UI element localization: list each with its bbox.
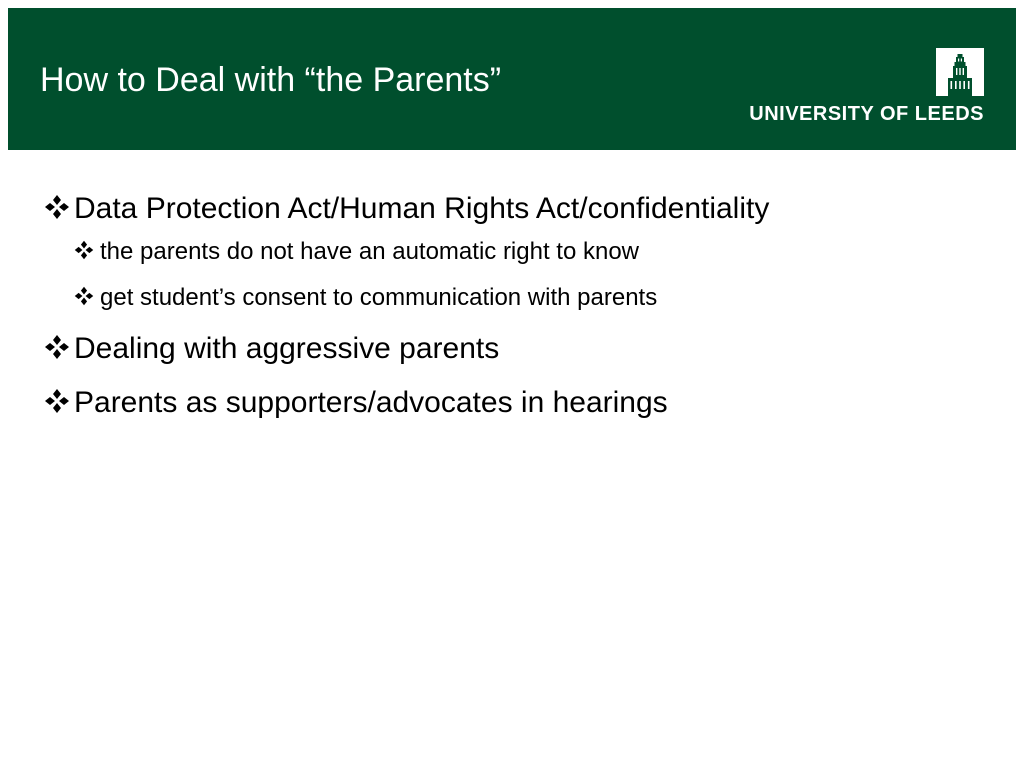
diamond-bullet-icon bbox=[44, 388, 70, 414]
sub-bullet-item bbox=[74, 236, 984, 268]
bullet-text: Parents as supporters/advocates in hearings bbox=[74, 386, 668, 419]
slide-title: How to Deal with “the Parents” bbox=[40, 61, 502, 99]
bullet-item bbox=[44, 328, 984, 370]
bullet-text: get student’s consent to communication with parents bbox=[100, 284, 658, 311]
diamond-bullet-icon bbox=[44, 334, 70, 360]
bullet-item bbox=[44, 188, 984, 230]
slide-content bbox=[44, 188, 984, 436]
bullet-text: the parents do not have an automatic right to know bbox=[100, 238, 640, 265]
sub-bullet-item bbox=[74, 282, 984, 314]
slide-header bbox=[8, 8, 1016, 150]
diamond-bullet-icon bbox=[44, 194, 70, 220]
diamond-bullet-icon bbox=[74, 286, 94, 306]
diamond-bullet-icon bbox=[74, 240, 94, 260]
bullet-item bbox=[44, 382, 984, 424]
university-name: UNIVERSITY OF LEEDS bbox=[749, 103, 984, 125]
bullet-text: Dealing with aggressive parents bbox=[74, 332, 500, 365]
parkinson-tower-icon bbox=[936, 48, 984, 96]
bullet-text: Data Protection Act/Human Rights Act/confidentiality bbox=[74, 192, 770, 225]
university-logo bbox=[722, 48, 984, 134]
